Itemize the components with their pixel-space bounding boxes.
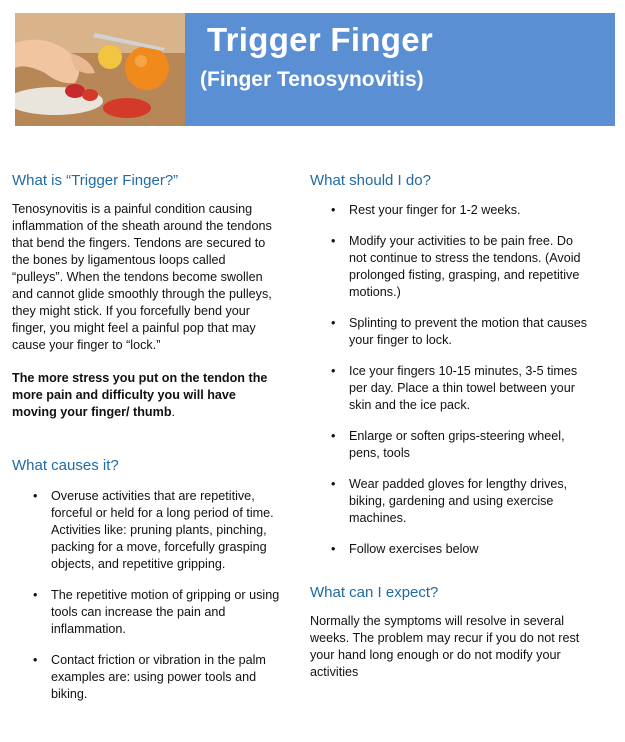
causes-list	[33, 488, 288, 703]
what-is-emphasis: The more stress you put on the tendon the more pain and difficulty you will have moving your finger/ thumb	[12, 371, 268, 419]
list-item: • Rest your finger for 1-2 weeks.	[331, 202, 589, 219]
page-title: Trigger Finger	[207, 21, 434, 58]
page-subtitle: (Finger Tenosynovitis)	[200, 68, 424, 91]
header-photo	[15, 13, 185, 126]
list-item: • The repetitive motion of gripping or using tools can increase the pain and inflammation.	[33, 587, 288, 638]
what-is-body: Tenosynovitis is a painful condition causing inflammation of the sheath around the tendons that bend the fingers. Tendons are secured to the bones by ligamentous loops called “pulleys”. When the tendons become swollen and cannot glide smoothly through the pulleys, they might stick. If you forcefully bend your finger, you might feel a painful pop that may cause your finger to “lock.”	[12, 202, 272, 352]
what-is-section	[12, 201, 274, 421]
what-is-emphasis-end: .	[171, 405, 176, 419]
list-item: • Follow exercises below	[331, 541, 589, 558]
what-is-heading: What is “Trigger Finger?”	[12, 172, 179, 189]
list-item: • Contact friction or vibration in the palm examples are: using power tools and biking.	[33, 652, 288, 703]
expect-section	[310, 613, 580, 681]
expect-heading: What can I expect?	[310, 584, 439, 601]
list-item: • Splinting to prevent the motion that causes your finger to lock.	[331, 315, 589, 349]
causes-heading: What causes it?	[12, 457, 119, 474]
list-item: • Ice your fingers 10-15 minutes, 3-5 times per day. Place a thin towel between your skin and the ice pack.	[331, 363, 589, 414]
hand-with-fruit-illustration	[15, 13, 185, 126]
should-do-heading: What should I do?	[310, 172, 431, 189]
list-item: • Wear padded gloves for lengthy drives, biking, gardening and using exercise machines.	[331, 476, 589, 527]
list-item: • Modify your activities to be pain free. Do not continue to stress the tendons. (Avoid prolonged fisting, grasping, and repetitive motions.)	[331, 233, 589, 301]
list-item: • Overuse activities that are repetitive, forceful or held for a long period of time. Activities like: pruning plants, pinching, packing for a move, forcefully grasping objects, and repetitive gripping.	[33, 488, 288, 573]
should-do-list	[331, 202, 589, 558]
expect-body: Normally the symptoms will resolve in several weeks. The problem may recur if you do not rest your hand long enough or do not modify your activities	[310, 614, 580, 679]
list-item: • Enlarge or soften grips-steering wheel, pens, tools	[331, 428, 589, 462]
title-banner	[185, 13, 615, 126]
what-is-emphasis-paragraph	[12, 370, 274, 421]
